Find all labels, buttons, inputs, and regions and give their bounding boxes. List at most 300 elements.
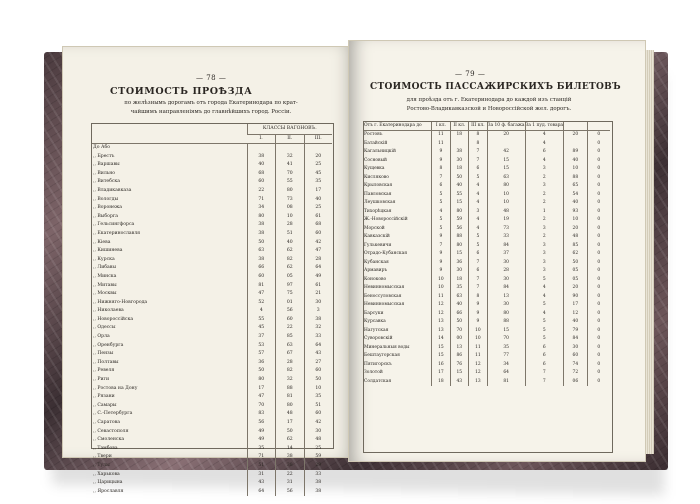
fare-cell: 64 [247, 488, 275, 497]
fare-cell: 11 [469, 352, 488, 361]
fare-cell: 56 [450, 225, 469, 234]
fare-cell: 60 [304, 367, 332, 376]
fare-cell: 18 [450, 276, 469, 285]
fare-cell: 0 [587, 259, 610, 268]
fare-cell: 73 [276, 196, 304, 205]
fare-cell: 12 [432, 301, 450, 310]
table-row [364, 344, 610, 353]
station-name: Гулькевичи [364, 242, 392, 248]
station-name: Золотой [364, 370, 383, 375]
fare-cell: 42 [304, 419, 332, 428]
station-name: ,, Тамбова [93, 445, 118, 451]
station-name: Бештаугорская [364, 353, 400, 358]
fare-cell: 0 [587, 327, 610, 336]
fare-cell: 60 [304, 410, 332, 419]
fare-cell: 0 [587, 199, 610, 208]
fare-cell: 9 [469, 310, 488, 319]
fare-cell: 0 [587, 318, 610, 327]
table-row [92, 264, 332, 273]
fare-cell: 55 [450, 191, 469, 200]
fare-cell: 40 [450, 301, 469, 310]
fare-cell: 15 [450, 369, 469, 378]
table-row [364, 361, 610, 370]
fare-cell: 6 [525, 352, 564, 361]
station-name: Коноково [364, 276, 387, 282]
fare-cell: 38 [304, 479, 332, 488]
fare-cell: 13 [432, 318, 450, 327]
fare-cell: 63 [247, 247, 275, 256]
fare-cell: 9 [432, 148, 450, 157]
fare-cell: 76 [450, 361, 469, 370]
station-name: Сосновый [364, 157, 387, 163]
fare-cell: 10 [564, 216, 588, 225]
fare-cell: 43 [450, 378, 469, 387]
fare-cell: 34 [247, 204, 275, 213]
table-row [92, 256, 332, 265]
table-row [364, 216, 610, 225]
fare-cell: 5 [432, 216, 450, 225]
station-name: До Або [93, 145, 110, 150]
fare-cell: 06 [564, 378, 588, 387]
station-name: ,, Новороссiйска [93, 316, 134, 322]
fare-cell: 4 [469, 225, 488, 234]
fare-cell: 0 [587, 250, 610, 259]
fare-cell: 68 [304, 221, 332, 230]
fare-cell: 13 [469, 378, 488, 387]
fare-cell: 30 [487, 259, 525, 268]
table-row [364, 199, 610, 208]
fare-cell: 0 [587, 284, 610, 293]
fare-cell: 4 [525, 284, 564, 293]
left-page-subtitle: по желѣзнымъ дорогамъ отъ города Екатеринодара по крат- чайшимъ направленiямъ до главнѣйшихъ город. Россiи. [124, 100, 298, 115]
fare-cell: 40 [247, 161, 275, 170]
station-name: Ростовъ [364, 132, 383, 137]
fare-cell: 97 [276, 282, 304, 291]
table-row [364, 352, 610, 361]
fare-cell: 4 [432, 208, 450, 217]
fare-cell: 8 [469, 131, 488, 140]
left-table-station-header [92, 124, 247, 144]
table-row [92, 471, 332, 480]
right-table-header: За 10 ф. багажа [487, 122, 525, 131]
fare-cell: 60 [247, 273, 275, 282]
fare-cell: 20 [564, 284, 588, 293]
station-name: ,, Либавы [93, 265, 117, 271]
fare-cell: 18 [432, 378, 450, 387]
fare-cell: 38 [247, 221, 275, 230]
fare-cell: 50 [564, 259, 588, 268]
table-row [92, 178, 332, 187]
fare-cell: 60 [276, 316, 304, 325]
fare-cell: 49 [247, 436, 275, 445]
fare-cell: 05 [564, 276, 588, 285]
table-row [364, 140, 610, 149]
fare-cell: 12 [469, 369, 488, 378]
fare-cell: 6 [469, 250, 488, 259]
fare-cell: 05 [564, 267, 588, 276]
fare-cell: 00 [450, 335, 469, 344]
fare-cell: 59 [450, 216, 469, 225]
fare-cell: 63 [487, 174, 525, 183]
fare-cell: 38 [247, 153, 275, 162]
fare-cell: 80 [276, 187, 304, 196]
station-name: ,, С.-Петербурга [93, 411, 133, 417]
fare-cell: 36 [450, 259, 469, 268]
fare-cell: 4 [525, 131, 564, 140]
right-table-header: III кл. [469, 122, 488, 131]
fare-cell [304, 144, 332, 153]
right-table-header: II кл. [450, 122, 469, 131]
table-row [92, 342, 332, 351]
table-row [92, 153, 332, 162]
fare-cell: 81 [487, 378, 525, 387]
fare-cell: 50 [450, 318, 469, 327]
fare-cell: 0 [587, 174, 610, 183]
table-row [364, 233, 610, 242]
fare-cell: 79 [564, 327, 588, 336]
fare-cell: 60 [564, 352, 588, 361]
table-row [364, 310, 610, 319]
fare-cell: 60 [304, 230, 332, 239]
fare-cell: 17 [276, 419, 304, 428]
fare-cell: 40 [564, 157, 588, 166]
fare-cell: 0 [587, 131, 610, 140]
class-header-2: II. [276, 135, 304, 144]
station-name: Армавиръ [364, 268, 388, 273]
fare-cell: 17 [247, 385, 275, 394]
fare-cell: 5 [525, 301, 564, 310]
table-row [364, 267, 610, 276]
station-name: ,, Одессы [93, 325, 116, 331]
fare-cell: 62 [276, 436, 304, 445]
fare-cell: 11 [432, 131, 450, 140]
fare-cell: 48 [487, 208, 525, 217]
fare-cell: 5 [469, 242, 488, 251]
fare-cell: 33 [304, 333, 332, 342]
fare-cell: 0 [587, 208, 610, 217]
fare-cell: 70 [450, 327, 469, 336]
fare-cell: 82 [276, 256, 304, 265]
fare-cell: 01 [276, 299, 304, 308]
station-name: Отрадо-Кубанская [364, 251, 408, 256]
station-name: ,, Ревеля [93, 368, 115, 374]
fare-cell: 0 [587, 369, 610, 378]
fare-cell: 32 [276, 153, 304, 162]
table-row [92, 299, 332, 308]
fare-cell: 9 [432, 267, 450, 276]
fare-cell: 5 [432, 199, 450, 208]
fare-cell: 64 [487, 369, 525, 378]
fare-cell: 71 [247, 196, 275, 205]
table-row [364, 250, 610, 259]
fare-cell: 0 [587, 233, 610, 242]
fare-cell: 43 [304, 350, 332, 359]
fare-cell: 10 [487, 199, 525, 208]
fare-cell: 41 [276, 161, 304, 170]
fare-cell: 89 [564, 148, 588, 157]
fare-cell: 12 [469, 361, 488, 370]
fare-cell: 9 [432, 233, 450, 242]
station-name: ,, Вологды [93, 196, 119, 202]
fare-cell: 10 [432, 276, 450, 285]
fare-cell: 7 [432, 242, 450, 251]
station-name: Батайскiй [364, 140, 388, 146]
table-row [92, 402, 332, 411]
fare-cell: 71 [247, 453, 275, 462]
station-name: ,, Саратова [93, 420, 120, 425]
fare-cell: 57 [247, 350, 275, 359]
fare-cell: 84 [487, 284, 525, 293]
fare-cell: 35 [247, 445, 275, 454]
station-name: Курсавка [364, 319, 386, 324]
fare-cell: 20 [564, 225, 588, 234]
fare-cell: 54 [564, 191, 588, 200]
table-row [92, 196, 332, 205]
fare-cell: 5 [525, 318, 564, 327]
station-name: Крыловская [364, 183, 393, 188]
fare-cell: 85 [276, 333, 304, 342]
table-row [92, 367, 332, 376]
fare-cell: 20 [487, 131, 525, 140]
table-row [92, 359, 332, 368]
left-page-number: — 78 — [196, 74, 227, 82]
fare-cell: 40 [304, 196, 332, 205]
fare-cell: 32 [276, 376, 304, 385]
fare-cell: 14 [276, 445, 304, 454]
fare-cell: 47 [247, 290, 275, 299]
fare-cell: 7 [469, 148, 488, 157]
fare-cell: 56 [276, 488, 304, 497]
fare-cell: 45 [247, 324, 275, 333]
station-name: ,, Харькова [93, 471, 120, 477]
fare-cell: 3 [469, 208, 488, 217]
fare-cell: 77 [487, 352, 525, 361]
fare-cell: 80 [247, 213, 275, 222]
station-name: ,, Кiева [93, 239, 111, 245]
station-name: Невинномысская [364, 285, 405, 290]
fare-cell [276, 144, 304, 153]
station-name: ,, Выборга [93, 213, 119, 219]
table-row [364, 131, 610, 140]
fare-cell: 90 [564, 293, 588, 302]
table-row [92, 462, 332, 471]
table-row [364, 318, 610, 327]
fare-cell: 7 [469, 259, 488, 268]
fare-cell: 93 [564, 208, 588, 217]
station-name: ,, Николаева [93, 308, 124, 314]
fare-cell: 17 [432, 369, 450, 378]
right-table-header [587, 122, 610, 131]
station-name: ,, Брестъ [93, 153, 115, 159]
fare-cell: 4 [247, 307, 275, 316]
fare-cell: 36 [247, 359, 275, 368]
fare-cell: 0 [587, 276, 610, 285]
table-row [364, 259, 610, 268]
fare-cell: 38 [450, 148, 469, 157]
fare-cell: 31 [276, 479, 304, 488]
table-row [92, 273, 332, 282]
fare-cell: 50 [247, 367, 275, 376]
fare-cell: 15 [487, 327, 525, 336]
fare-cell: 53 [247, 342, 275, 351]
fare-cell: 0 [587, 157, 610, 166]
fare-cell: 0 [587, 293, 610, 302]
fare-cell: 7 [432, 174, 450, 183]
station-name: ,, Минска [93, 273, 117, 279]
fare-cell [450, 140, 469, 149]
station-name: ,, Орла [93, 334, 110, 340]
fare-cell: 28 [304, 256, 332, 265]
table-row [92, 393, 332, 402]
fare-cell: 31 [247, 471, 275, 480]
fare-cell: 47 [247, 393, 275, 402]
fare-cell: 3 [525, 259, 564, 268]
fare-cell: 4 [469, 216, 488, 225]
station-name: ,, Смоленска [93, 437, 125, 443]
right-table-header [564, 122, 588, 131]
fare-cell: 22 [276, 324, 304, 333]
fare-cell: 70 [247, 402, 275, 411]
fare-cell: 62 [276, 264, 304, 273]
fare-cell: 66 [247, 264, 275, 273]
fare-cell: 25 [304, 161, 332, 170]
fare-cell: 35 [304, 393, 332, 402]
fare-cell: 48 [304, 436, 332, 445]
fare-cell: 40 [276, 239, 304, 248]
fare-cell: 37 [487, 250, 525, 259]
fare-cell: 50 [247, 239, 275, 248]
fare-cell: 27 [304, 359, 332, 368]
fare-cell: 80 [450, 242, 469, 251]
fare-cell: 25 [304, 445, 332, 454]
table-row [364, 301, 610, 310]
table-row [364, 369, 610, 378]
fare-cell: 2 [525, 216, 564, 225]
fare-cell: 68 [247, 170, 275, 179]
fare-cell: 22 [276, 471, 304, 480]
right-page-title: СТОИМОСТЬ ПАССАЖИРСКИХЪ БИЛЕТОВЪ [370, 82, 621, 92]
station-name: ,, Нижняго-Новгорода [93, 299, 148, 305]
fare-cell: 42 [487, 148, 525, 157]
fare-cell: 61 [304, 213, 332, 222]
fare-cell: 81 [247, 282, 275, 291]
station-name: Барсуки [364, 310, 384, 316]
fare-cell: 10 [469, 327, 488, 336]
fare-cell: 88 [564, 174, 588, 183]
fare-cell: 15 [450, 199, 469, 208]
fare-cell: 9 [432, 157, 450, 166]
fare-cell: 64 [304, 342, 332, 351]
fare-cell: 10 [432, 284, 450, 293]
table-row [92, 445, 332, 454]
class-header-3: III. [304, 135, 332, 144]
table-row [364, 335, 610, 344]
fare-cell: 0 [587, 378, 610, 387]
fare-cell: 4 [469, 182, 488, 191]
fare-cell: 20 [304, 153, 332, 162]
table-row [92, 161, 332, 170]
fare-cell: 30 [564, 344, 588, 353]
fare-cell: 8 [469, 293, 488, 302]
fare-cell: 0 [587, 344, 610, 353]
fare-cell: 74 [564, 361, 588, 370]
fare-cell: 35 [450, 284, 469, 293]
fare-cell: 7 [525, 369, 564, 378]
fare-cell: 3 [304, 307, 332, 316]
fare-cell: 70 [487, 335, 525, 344]
fare-cell: 6 [525, 361, 564, 370]
table-row [364, 225, 610, 234]
fare-cell: 10 [487, 191, 525, 200]
fare-cell: 0 [587, 140, 610, 149]
left-fare-table [92, 124, 332, 496]
fare-cell: 35 [487, 344, 525, 353]
table-row [364, 165, 610, 174]
fare-cell: 3 [525, 250, 564, 259]
fare-cell: 38 [304, 488, 332, 497]
table-row [364, 148, 610, 157]
fare-cell: 63 [276, 342, 304, 351]
class-header-1: I. [247, 135, 275, 144]
fare-cell: 66 [450, 310, 469, 319]
right-page-subtitle: для проѣзда отъ г. Екатеринодара до каждой изъ станцiй Ростово-Владикавказской и Новороссiйской жел. дорогъ. [406, 97, 572, 112]
fare-cell: 14 [432, 335, 450, 344]
fare-cell: 15 [432, 352, 450, 361]
fare-cell [564, 140, 588, 149]
station-name: ,, Оренбурга [93, 342, 124, 348]
fare-cell: 19 [487, 216, 525, 225]
table-row [364, 191, 610, 200]
fare-cell: 15 [487, 157, 525, 166]
table-row [92, 316, 332, 325]
station-name: ,, Москвы [93, 291, 117, 297]
station-name: ,, Ростова на Дону [93, 385, 138, 391]
fare-cell: 88 [276, 385, 304, 394]
fare-cell: 48 [564, 233, 588, 242]
station-name: Беноссуловская [364, 293, 402, 299]
right-table-header: За 1 пуд. товара [525, 122, 564, 131]
fare-cell: 13 [487, 293, 525, 302]
table-row [92, 204, 332, 213]
fare-cell: 84 [564, 335, 588, 344]
fare-cell: 11 [432, 293, 450, 302]
fare-cell: 52 [247, 299, 275, 308]
fare-cell: 50 [450, 174, 469, 183]
station-name: ,, Севастополя [93, 428, 129, 434]
fare-cell: 10 [564, 165, 588, 174]
fare-cell: 6 [432, 182, 450, 191]
fare-cell: 80 [247, 376, 275, 385]
fare-cell: 28 [276, 221, 304, 230]
fare-cell: 6 [469, 267, 488, 276]
fare-cell: 8 [469, 140, 488, 149]
fare-cell: 56 [276, 307, 304, 316]
right-fare-table [364, 122, 610, 386]
fare-cell: 65 [564, 182, 588, 191]
table-row [364, 378, 610, 387]
left-table-group-header: КЛАССЫ ВАГОНОВЪ. [247, 124, 332, 135]
fare-cell: 80 [276, 402, 304, 411]
fare-cell: 4 [469, 191, 488, 200]
fare-cell: 3 [525, 267, 564, 276]
fare-cell: 43 [247, 479, 275, 488]
fare-cell: 15 [487, 165, 525, 174]
fare-cell: 38 [276, 462, 304, 471]
right-page-number: — 79 — [455, 70, 486, 78]
fare-cell: 38 [276, 453, 304, 462]
fare-cell: 12 [432, 310, 450, 319]
table-row [92, 213, 332, 222]
